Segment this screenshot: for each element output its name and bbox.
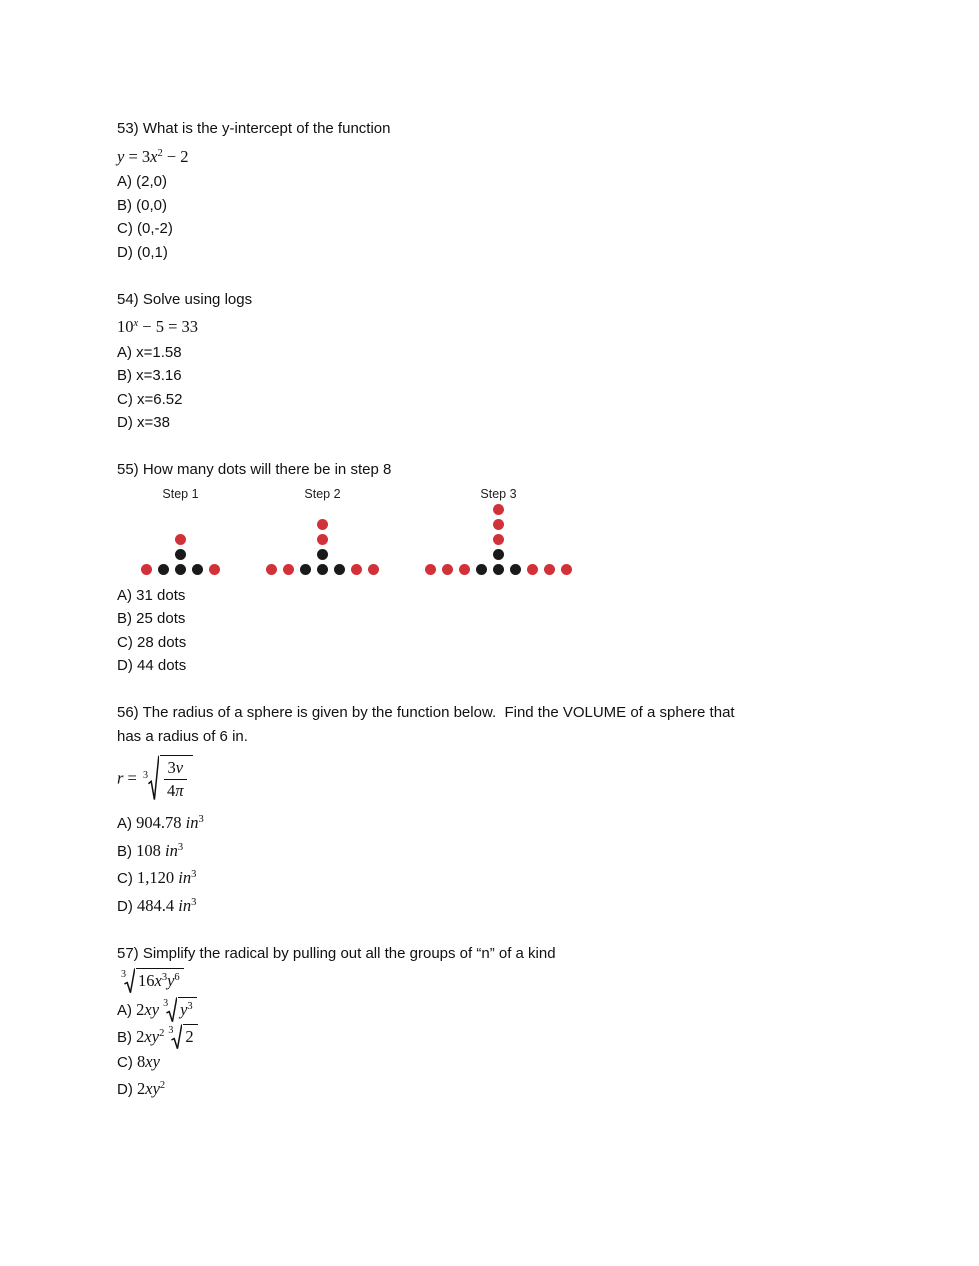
dot-step [425, 487, 572, 575]
question-57-option-b [117, 1022, 917, 1050]
math-token: x [133, 318, 139, 329]
radicand [183, 1024, 197, 1048]
dot-black [317, 549, 328, 560]
question-55-option-a: A) 31 dots [117, 586, 186, 604]
spacer [117, 918, 917, 942]
math-token: D) [117, 1081, 137, 1098]
math-token: xy [145, 1051, 160, 1071]
dot-red [317, 534, 328, 545]
math-token: y [180, 999, 188, 1019]
dot-red [317, 519, 328, 530]
math-token: 3 [177, 841, 184, 853]
spacer [117, 264, 917, 288]
math-token: 3 [161, 972, 168, 983]
radical-index: 3 [121, 969, 126, 980]
math-token: − 5 = 33 [138, 317, 199, 336]
math-token: y [167, 971, 175, 990]
math-token: = 3 [124, 146, 151, 166]
radical-index: 3 [142, 770, 148, 781]
question-53 [117, 117, 917, 264]
question-54-title: 54) Solve using logs [117, 290, 253, 308]
dot-row [141, 564, 220, 575]
step-label: Step 3 [480, 486, 517, 501]
dot-row [425, 564, 572, 575]
dot-red [544, 564, 555, 575]
radical [170, 1024, 197, 1050]
dot-step [141, 487, 220, 575]
question-55-option-c: C) 28 dots [117, 633, 187, 651]
math-token: 6 [174, 972, 180, 983]
dot-red [442, 564, 453, 575]
dot-black [300, 564, 311, 575]
math-token: v [175, 758, 184, 777]
math-token: in [185, 813, 199, 832]
dot-black [334, 564, 345, 575]
step-label: Step 2 [304, 486, 341, 501]
question-56-option-d [117, 891, 917, 919]
spacer [117, 678, 917, 702]
radicand [136, 968, 184, 992]
math-token: xy [144, 1027, 160, 1046]
math-token: y [117, 146, 125, 166]
dot-black [175, 549, 186, 560]
dot-black [175, 564, 186, 575]
math-token: 10 [117, 317, 134, 336]
question-53-option-d: D) (0,1) [117, 243, 168, 261]
math-token: 2 [136, 1027, 145, 1046]
question-55-option-d: D) 44 dots [117, 657, 187, 674]
dot-column [175, 534, 186, 560]
math-token: − 2 [162, 146, 189, 166]
dot-black [510, 564, 521, 575]
dot-red [493, 519, 504, 530]
dot-red [283, 564, 294, 575]
question-55-option-b: B) 25 dots [117, 610, 186, 627]
dot-black [317, 564, 328, 575]
math-token: x [154, 971, 162, 990]
math-token: 904.78 [136, 813, 186, 832]
math-token: xy [145, 1079, 160, 1098]
question-54-option-c: C) x=6.52 [117, 390, 183, 408]
math-token: 3 [187, 1000, 193, 1012]
math-token: x [150, 146, 158, 166]
dot-red [266, 564, 277, 575]
dot-red [493, 534, 504, 545]
radical [142, 755, 193, 801]
math-token: in [178, 868, 192, 887]
radical-index: 3 [163, 997, 169, 1009]
math-token: 2 [157, 147, 163, 159]
dot-column [493, 504, 504, 560]
question-57-option-d [117, 1074, 917, 1102]
math-token: 3 [191, 869, 197, 880]
dot-red [527, 564, 538, 575]
question-56-formula [117, 753, 917, 801]
radical-sign [124, 968, 135, 994]
math-token: in [165, 840, 178, 860]
math-token: 16 [138, 971, 155, 990]
question-57-formula [117, 966, 917, 994]
dot-red [459, 564, 470, 575]
question-53-option-b: B) (0,0) [117, 196, 168, 214]
question-54-option-a: A) x=1.58 [117, 343, 182, 361]
math-token: 3 [198, 814, 204, 825]
math-token: C) [117, 1053, 137, 1071]
question-54-formula [117, 312, 917, 340]
question-56 [117, 701, 917, 918]
dot-black [192, 564, 203, 575]
question-56-option-b [117, 836, 917, 864]
spacer [117, 435, 917, 459]
radicand [178, 997, 197, 1021]
dot-red [175, 534, 186, 545]
math-token: 4 [166, 781, 176, 800]
question-55 [117, 458, 917, 678]
math-token: 2 [136, 999, 145, 1019]
radical [123, 968, 184, 994]
question-53-formula [117, 142, 917, 170]
question-53-option-a: A) (2,0) [117, 173, 168, 190]
math-token: C) [117, 870, 137, 887]
worksheet-content [117, 117, 917, 1102]
question-53-title: 53) What is the y-intercept of the function [117, 120, 391, 137]
dot-pattern-figure [141, 487, 917, 575]
dot-black [158, 564, 169, 575]
dot-red [368, 564, 379, 575]
math-token: 108 [136, 840, 166, 860]
math-token: A) [117, 1001, 137, 1019]
math-token: 2 [137, 1079, 146, 1098]
radical-sign [171, 1024, 182, 1050]
dot-red [209, 564, 220, 575]
question-54-option-d: D) x=38 [117, 414, 170, 431]
math-token: 2 [159, 1028, 165, 1039]
question-57 [117, 942, 917, 1102]
math-token: in [178, 895, 192, 915]
math-token: 2 [159, 1080, 166, 1091]
math-token: 484.4 [137, 895, 179, 915]
dot-column [317, 519, 328, 560]
math-token: 1,120 [137, 868, 179, 887]
question-56-title-line1: 56) The radius of a sphere is given by the function below. Find the VOLUME of a sphere that [117, 704, 735, 721]
dot-red [351, 564, 362, 575]
math-token [162, 758, 189, 801]
question-54-option-b: B) x=3.16 [117, 367, 182, 384]
question-56-option-a [117, 808, 917, 836]
math-token: 8 [137, 1051, 146, 1071]
math-token: π [175, 781, 184, 800]
math-token: = [123, 768, 141, 788]
question-57-option-a [117, 995, 917, 1023]
question-57-title: 57) Simplify the radical by pulling out all the groups of “n” of a kind [117, 944, 556, 962]
radical-index: 3 [168, 1025, 174, 1036]
question-55-title: 55) How many dots will there be in step 8 [117, 461, 392, 478]
math-token: D) [117, 897, 137, 915]
dot-red [425, 564, 436, 575]
question-56-option-c [117, 863, 917, 891]
math-token: xy [144, 999, 160, 1019]
step-label: Step 1 [162, 486, 199, 501]
radical-sign [148, 755, 159, 801]
dot-red [493, 504, 504, 515]
dot-step [266, 487, 379, 575]
dot-red [561, 564, 572, 575]
dot-black [493, 564, 504, 575]
math-token: 3 [191, 896, 197, 908]
math-token: 2 [185, 1027, 194, 1046]
question-54 [117, 288, 917, 435]
question-57-option-c [117, 1050, 917, 1075]
math-token: 3 [167, 758, 176, 777]
math-token: B) [117, 842, 137, 860]
dot-black [493, 549, 504, 560]
dot-row [266, 564, 379, 575]
question-53-option-c: C) (0,-2) [117, 220, 173, 237]
math-token: r [117, 768, 124, 788]
math-token: B) [117, 1029, 137, 1046]
question-56-title-line2: has a radius of 6 in. [117, 727, 248, 745]
radicand [160, 755, 193, 801]
dot-black [476, 564, 487, 575]
math-token: A) [117, 815, 137, 832]
dot-red [141, 564, 152, 575]
